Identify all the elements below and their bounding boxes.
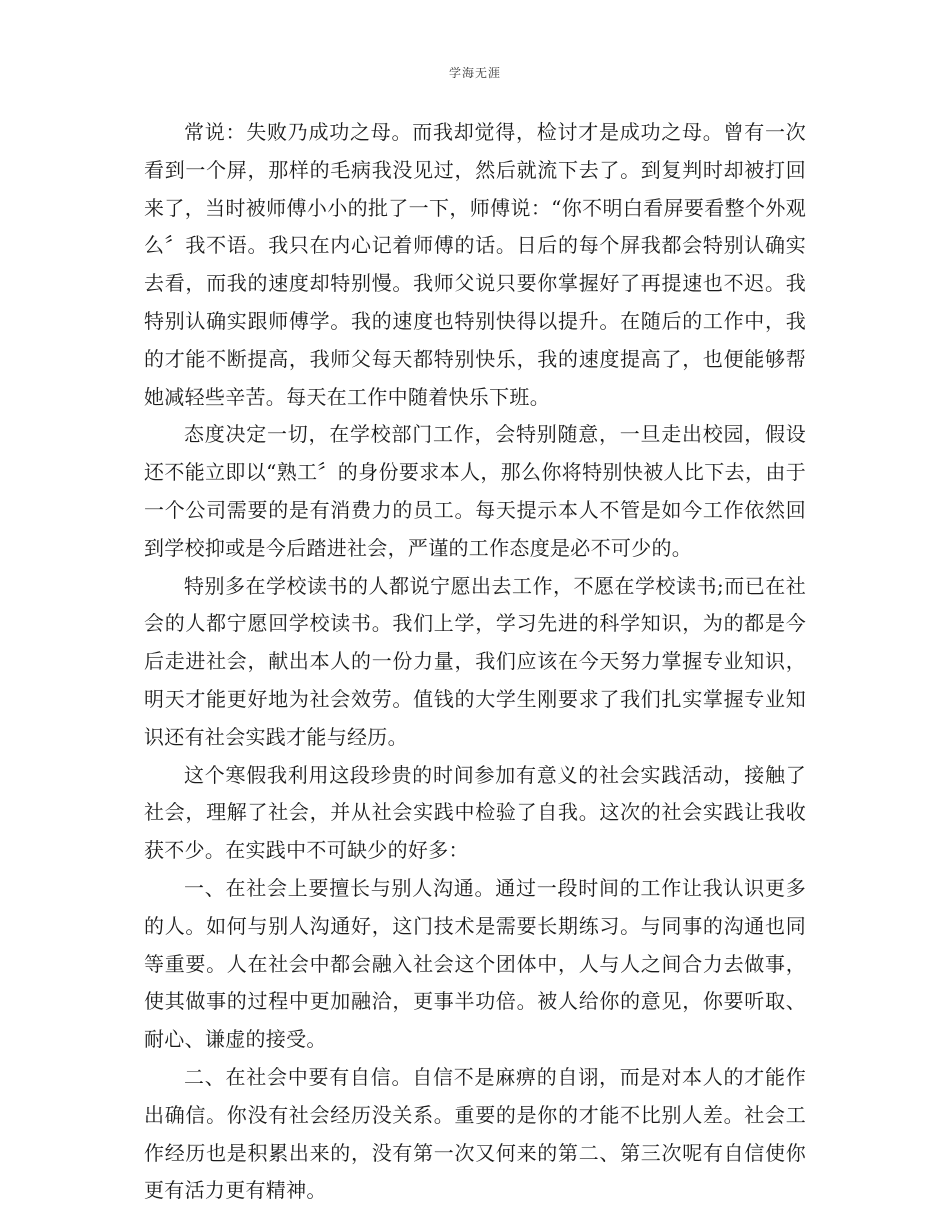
paragraph-5: 一、在社会上要擅长与别人沟通。通过一段时间的工作让我认识更多的人。如何与别人沟通好，这门技术是需要长期练习。与同事的沟通也同等重要。人在社会中都会融入社会这个团体中，人与人之间合力去做事，使其做事的过程中更加融洽，更事半功倍。被人给你的意见，你要听取、耐心、谦虚的接受。 bbox=[144, 875, 806, 1052]
paragraph-4: 这个寒假我利用这段珍贵的时间参加有意义的社会实践活动，接触了社会，理解了社会，并从社会实践中检验了自我。这次的社会实践让我收获不少。在实践中不可缺少的好多： bbox=[144, 762, 806, 863]
paragraph-2: 态度决定一切，在学校部门工作，会特别随意，一旦走出校园，假设还不能立即以“熟工〞的身份要求本人，那么你将特别快被人比下去，由于一个公司需要的是有消费力的员工。每天提示本人不管是如今工作依然回到学校抑或是今后踏进社会，严谨的工作态度是必不可少的。 bbox=[144, 422, 806, 560]
paragraph-6: 二、在社会中要有自信。自信不是麻痹的自诩，而是对本人的才能作出确信。你没有社会经历没关系。重要的是你的才能不比别人差。社会工作经历也是积累出来的，没有第一次又何来的第二、第三次呢有自信使你更有活力更有精神。 bbox=[144, 1064, 806, 1203]
page-header: 学海无涯 bbox=[448, 66, 501, 80]
paragraph-3: 特别多在学校读书的人都说宁愿出去工作，不愿在学校读书;而已在社会的人都宁愿回学校读书。我们上学，学习先进的科学知识，为的都是今后走进社会，献出本人的一份力量，我们应该在今天努力掌握专业知识，明天才能更好地为社会效劳。值钱的大学生刚要求了我们扎实掌握专业知识还有社会实践才能与经历。 bbox=[144, 573, 806, 749]
paragraph-1: 常说：失败乃成功之母。而我却觉得，检讨才是成功之母。曾有一次看到一个屏，那样的毛病我没见过，然后就流下去了。到复判时却被打回来了，当时被师傅小小的批了一下，师傅说：“你不明白看屏要看整个外观么〞我不语。我只在内心记着师傅的话。日后的每个屏我都会特别认确实去看，而我的速度却特别慢。我师父说只要你掌握好了再提速也不迟。我特别认确实跟师傅学。我的速度也特别快得以提升。在随后的工作中，我的才能不断提高，我师父每天都特别快乐，我的速度提高了，也便能够帮她减轻些辛苦。每天在工作中随着快乐下班。 bbox=[144, 120, 806, 409]
document-body bbox=[144, 114, 806, 1210]
